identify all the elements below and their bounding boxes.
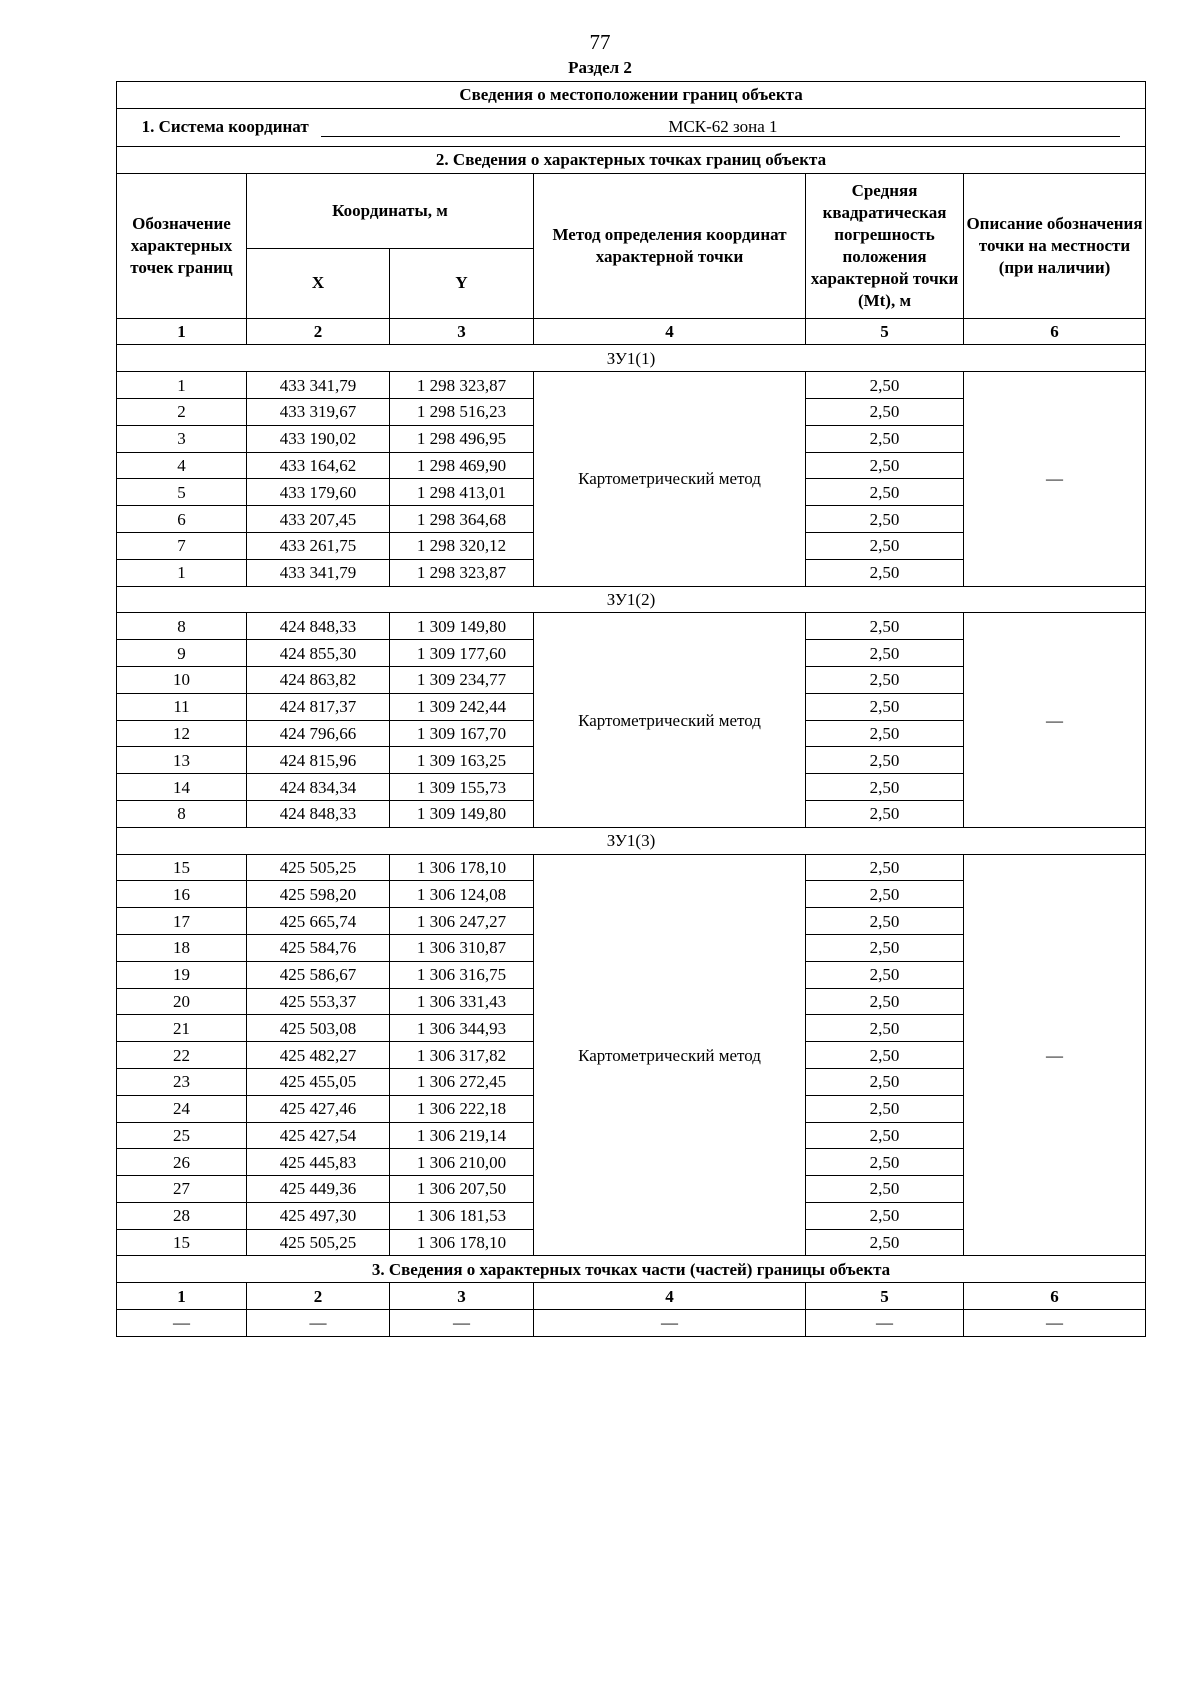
error-value: 2,50 — [806, 666, 964, 693]
table-row — [117, 372, 1146, 399]
group-header-row — [117, 827, 1146, 854]
coord-y: 1 306 317,82 — [390, 1042, 534, 1069]
parts-cell: — — [534, 1310, 806, 1337]
coord-y: 1 309 149,80 — [390, 613, 534, 640]
error-value: 2,50 — [806, 452, 964, 479]
point-number: 21 — [117, 1015, 247, 1042]
coord-x: 433 190,02 — [247, 425, 390, 452]
group-name: ЗУ1(2) — [117, 586, 1146, 613]
coord-y: 1 306 178,10 — [390, 854, 534, 881]
point-number: 8 — [117, 800, 247, 827]
coord-x: 424 863,82 — [247, 666, 390, 693]
coord-y: 1 309 242,44 — [390, 693, 534, 720]
points-section-title: 2. Сведения о характерных точках границ объекта — [117, 146, 1146, 173]
coord-x: 425 586,67 — [247, 961, 390, 988]
coord-x: 433 207,45 — [247, 506, 390, 533]
point-number: 19 — [117, 961, 247, 988]
col-number: 5 — [806, 318, 964, 345]
error-value: 2,50 — [806, 559, 964, 586]
coord-y: 1 298 320,12 — [390, 532, 534, 559]
coord-y: 1 298 516,23 — [390, 398, 534, 425]
error-value: 2,50 — [806, 1095, 964, 1122]
description-cell: — — [964, 372, 1146, 586]
header-x: X — [247, 248, 390, 318]
coord-y: 1 298 364,68 — [390, 506, 534, 533]
coord-system-label: 1. Система координат — [141, 117, 309, 137]
parts-row — [117, 1310, 1146, 1337]
point-number: 1 — [117, 559, 247, 586]
table-title: Сведения о местоположении границ объекта — [117, 82, 1146, 109]
method-cell: Картометрический метод — [534, 854, 806, 1256]
parts-cell: — — [964, 1310, 1146, 1337]
point-number: 1 — [117, 372, 247, 399]
col-number: 5 — [806, 1283, 964, 1310]
coord-x: 425 598,20 — [247, 881, 390, 908]
group-name: ЗУ1(3) — [117, 827, 1146, 854]
coord-x: 425 427,54 — [247, 1122, 390, 1149]
coord-y: 1 309 167,70 — [390, 720, 534, 747]
description-cell: — — [964, 854, 1146, 1256]
error-value: 2,50 — [806, 1229, 964, 1256]
parts-cell: — — [806, 1310, 964, 1337]
point-number: 6 — [117, 506, 247, 533]
method-cell: Картометрический метод — [534, 613, 806, 827]
coord-y: 1 298 496,95 — [390, 425, 534, 452]
parts-cell: — — [117, 1310, 247, 1337]
point-number: 15 — [117, 854, 247, 881]
coord-x: 425 505,25 — [247, 854, 390, 881]
error-value: 2,50 — [806, 1015, 964, 1042]
coord-x: 425 482,27 — [247, 1042, 390, 1069]
point-number: 3 — [117, 425, 247, 452]
header-error: Средняя квадратическая погрешность положения характерной точки (Mt), м — [806, 173, 964, 318]
point-number: 25 — [117, 1122, 247, 1149]
error-value: 2,50 — [806, 398, 964, 425]
error-value: 2,50 — [806, 1068, 964, 1095]
coord-y: 1 309 155,73 — [390, 774, 534, 801]
coord-system-row — [117, 108, 1146, 146]
coord-y: 1 298 469,90 — [390, 452, 534, 479]
point-number: 9 — [117, 640, 247, 667]
coord-x: 425 455,05 — [247, 1068, 390, 1095]
col-number: 3 — [390, 318, 534, 345]
error-value: 2,50 — [806, 1042, 964, 1069]
coord-y: 1 309 149,80 — [390, 800, 534, 827]
error-value: 2,50 — [806, 479, 964, 506]
header-y: Y — [390, 248, 534, 318]
error-value: 2,50 — [806, 774, 964, 801]
error-value: 2,50 — [806, 613, 964, 640]
table-row — [117, 613, 1146, 640]
point-number: 8 — [117, 613, 247, 640]
coord-x: 424 848,33 — [247, 800, 390, 827]
coord-x: 425 665,74 — [247, 908, 390, 935]
error-value: 2,50 — [806, 988, 964, 1015]
error-value: 2,50 — [806, 693, 964, 720]
col-number: 1 — [117, 1283, 247, 1310]
coord-y: 1 306 344,93 — [390, 1015, 534, 1042]
error-value: 2,50 — [806, 640, 964, 667]
method-cell: Картометрический метод — [534, 372, 806, 586]
col-number: 2 — [247, 318, 390, 345]
parts-section-title: 3. Сведения о характерных точках части (частей) границы объекта — [117, 1256, 1146, 1283]
coord-x: 425 505,25 — [247, 1229, 390, 1256]
coord-y: 1 298 413,01 — [390, 479, 534, 506]
point-number: 10 — [117, 666, 247, 693]
point-number: 15 — [117, 1229, 247, 1256]
coord-x: 424 815,96 — [247, 747, 390, 774]
point-number: 4 — [117, 452, 247, 479]
coord-x: 424 817,37 — [247, 693, 390, 720]
coord-y: 1 309 234,77 — [390, 666, 534, 693]
error-value: 2,50 — [806, 372, 964, 399]
point-number: 13 — [117, 747, 247, 774]
parts-cell: — — [247, 1310, 390, 1337]
coord-y: 1 306 331,43 — [390, 988, 534, 1015]
coord-y: 1 306 207,50 — [390, 1176, 534, 1203]
point-number: 28 — [117, 1202, 247, 1229]
error-value: 2,50 — [806, 1202, 964, 1229]
coord-x: 424 796,66 — [247, 720, 390, 747]
point-number: 20 — [117, 988, 247, 1015]
coord-x: 433 319,67 — [247, 398, 390, 425]
point-number: 27 — [117, 1176, 247, 1203]
section-title: Раздел 2 — [568, 58, 632, 77]
coord-y: 1 306 178,10 — [390, 1229, 534, 1256]
coord-y: 1 306 316,75 — [390, 961, 534, 988]
point-number: 26 — [117, 1149, 247, 1176]
boundary-table — [116, 81, 1146, 1337]
coord-y: 1 298 323,87 — [390, 372, 534, 399]
coord-x: 425 449,36 — [247, 1176, 390, 1203]
error-value: 2,50 — [806, 532, 964, 559]
table-row — [117, 854, 1146, 881]
error-value: 2,50 — [806, 881, 964, 908]
point-number: 11 — [117, 693, 247, 720]
description-cell: — — [964, 613, 1146, 827]
error-value: 2,50 — [806, 800, 964, 827]
coord-x: 424 855,30 — [247, 640, 390, 667]
group-header-row — [117, 586, 1146, 613]
error-value: 2,50 — [806, 747, 964, 774]
point-number: 16 — [117, 881, 247, 908]
coord-system-value: МСК-62 зона 1 — [321, 117, 1120, 137]
coord-x: 425 584,76 — [247, 934, 390, 961]
coord-x: 433 179,60 — [247, 479, 390, 506]
col-number: 4 — [534, 1283, 806, 1310]
coord-x: 425 427,46 — [247, 1095, 390, 1122]
coord-x: 433 164,62 — [247, 452, 390, 479]
coord-y: 1 306 222,18 — [390, 1095, 534, 1122]
coord-x: 425 445,83 — [247, 1149, 390, 1176]
coord-x: 425 497,30 — [247, 1202, 390, 1229]
error-value: 2,50 — [806, 1122, 964, 1149]
point-number: 14 — [117, 774, 247, 801]
parts-cell: — — [390, 1310, 534, 1337]
error-value: 2,50 — [806, 854, 964, 881]
error-value: 2,50 — [806, 908, 964, 935]
error-value: 2,50 — [806, 506, 964, 533]
col-number: 3 — [390, 1283, 534, 1310]
coord-y: 1 309 177,60 — [390, 640, 534, 667]
coord-x: 424 834,34 — [247, 774, 390, 801]
header-coordinates: Координаты, м — [247, 173, 534, 248]
col-number: 6 — [964, 1283, 1146, 1310]
col-number: 2 — [247, 1283, 390, 1310]
coord-x: 433 341,79 — [247, 559, 390, 586]
error-value: 2,50 — [806, 1149, 964, 1176]
group-header-row — [117, 345, 1146, 372]
error-value: 2,50 — [806, 934, 964, 961]
coord-y: 1 306 124,08 — [390, 881, 534, 908]
coord-x: 425 553,37 — [247, 988, 390, 1015]
coord-y: 1 306 310,87 — [390, 934, 534, 961]
point-number: 24 — [117, 1095, 247, 1122]
error-value: 2,50 — [806, 425, 964, 452]
point-number: 7 — [117, 532, 247, 559]
coord-x: 424 848,33 — [247, 613, 390, 640]
page-number: 77 — [589, 30, 611, 54]
error-value: 2,50 — [806, 961, 964, 988]
coord-y: 1 306 219,14 — [390, 1122, 534, 1149]
point-number: 2 — [117, 398, 247, 425]
point-number: 12 — [117, 720, 247, 747]
coord-x: 433 261,75 — [247, 532, 390, 559]
coord-y: 1 306 210,00 — [390, 1149, 534, 1176]
col-number: 4 — [534, 318, 806, 345]
header-description: Описание обозначения точки на местности (при наличии) — [964, 173, 1146, 318]
coord-x: 425 503,08 — [247, 1015, 390, 1042]
group-name: ЗУ1(1) — [117, 345, 1146, 372]
point-number: 5 — [117, 479, 247, 506]
col-number: 1 — [117, 318, 247, 345]
point-number: 22 — [117, 1042, 247, 1069]
col-number: 6 — [964, 318, 1146, 345]
point-number: 23 — [117, 1068, 247, 1095]
header-point-designation: Обозначение характерных точек границ — [117, 173, 247, 318]
error-value: 2,50 — [806, 720, 964, 747]
coord-x: 433 341,79 — [247, 372, 390, 399]
coord-y: 1 298 323,87 — [390, 559, 534, 586]
header-method: Метод определения координат характерной точки — [534, 173, 806, 318]
point-number: 17 — [117, 908, 247, 935]
coord-y: 1 306 181,53 — [390, 1202, 534, 1229]
coord-y: 1 306 247,27 — [390, 908, 534, 935]
point-number: 18 — [117, 934, 247, 961]
coord-y: 1 306 272,45 — [390, 1068, 534, 1095]
coord-y: 1 309 163,25 — [390, 747, 534, 774]
error-value: 2,50 — [806, 1176, 964, 1203]
